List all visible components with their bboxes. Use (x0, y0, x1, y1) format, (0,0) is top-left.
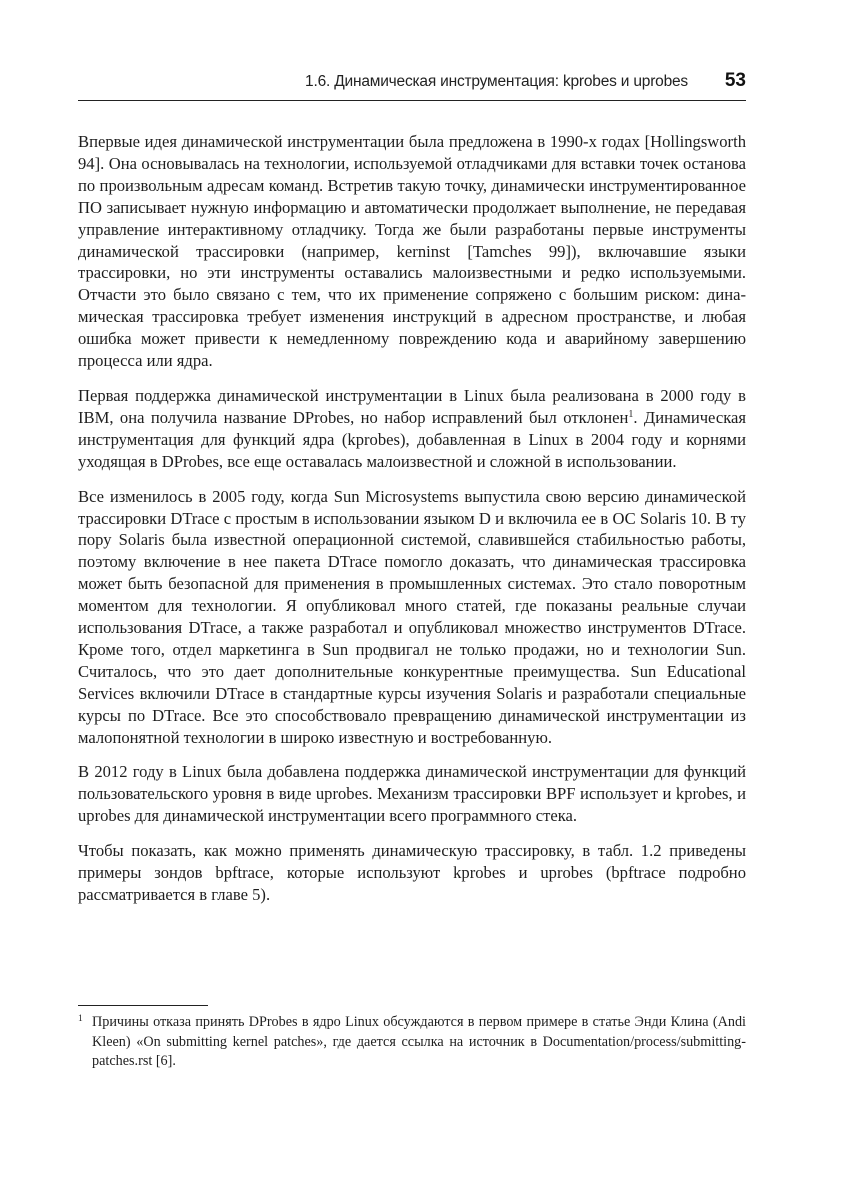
footnote-reference: 1 (628, 408, 634, 420)
page-number: 53 (724, 70, 746, 91)
running-header (78, 66, 746, 101)
footnote (78, 1013, 746, 1072)
running-header-title: 1.6. Динамическая инструментация: kprobes и uprobes (305, 73, 688, 90)
paragraph-dtrace: Все изменилось в 2005 году, когда Sun Microsystems выпустила свою версию динамической трассировки DTrace с простым в использовании языком D и включила ее в ОС Solaris 10. В ту пору Solaris была известной операционной системой, славившейся стабильностью работы, поэтому включение в нее пакета DTrace помогло доказать, что динамическая трассировка может быть безопасной для применения в промышленных системах. Это стало поворотным моментом для технологии. Я опубликовал много статей, где показаны реальные случаи использования DTrace, а также разработал и опубликовал множество инструментов DTrace. Кроме того, отдел маркетинга в Sun продвигал не только продажи, но и технологии Sun. Считалось, что это дает дополнительные конкурентные преимущества. Sun Educational Services включили DTrace в стандартные курсы изучения Solaris и разработали специальные курсы по DTrace. Все это способствовало превращению динамической инструментации из малопонятной технологии в широко известную и востребованную. (78, 486, 746, 747)
paragraph-linux-dprobes-start: Первая поддержка динамической инструментации в Linux была реализована в 2000 году в IBM, она получила название DProbes, но набор исправлений был отклонен (78, 385, 746, 427)
footnote-mark: 1 (78, 1014, 83, 1024)
body-text (78, 131, 746, 919)
footnote-divider (78, 1005, 208, 1006)
paragraph-uprobes: В 2012 году в Linux была добавлена поддержка динамической инструментации для функций пользовательского уровня в виде uprobes. Механизм трассировки BPF использует и kprobes, и uprobes для динамической инструментации всего программного стека. (78, 762, 746, 826)
paragraph-linux-dprobes (78, 385, 746, 473)
paragraph-history: Впервые идея динамической инструментации была предложена в 1990-х годах [Hollingsworth 94]. Она основывалась на технологии, используемой отладчиками для вставки точек останова по произвольным адресам команд. Встретив такую точку, динамически инструментированное ПО записывает нужную информацию и автоматически продолжает выполнение, не передавая управление интерактивному отладчику. Тогда же были разработаны первые инструменты динамической трассировки (например, kerninst [Tamches 99]), включавшие языки трассировки, но эти инструменты оставались малоизвестными и редко используемыми. Отчасти это было связано с тем, что их применение сопряжено с большим риском: динамическая трассировка требует изменения инструкций в адресном пространстве, и любая ошибка может привести к немедленному повреждению кода и аварийному завершению процесса или ядра. (78, 132, 746, 371)
paragraph-linux-dprobes-end: . Динамическая инструментация для функций ядра (kprobes), добавленная в Linux в 2004 году и корнями уходящая в DProbes, все еще оставалась малоизвестной и сложной в использовании. (78, 407, 747, 471)
paragraph-table-reference: Чтобы показать, как можно применять динамическую трассировку, в табл. 1.2 приведены примеры зондов bpftrace, которые используют kprobes и uprobes (bpftrace подробно рассматривается в главе 5). (78, 841, 746, 904)
footnote-text: Причины отказа принять DProbes в ядро Linux обсуждаются в первом примере в статье Энди Клина (Andi Kleen) «On submitting kernel patches», где дается ссылка на источник в Documentation/process/submitting-patches.rst [6]. (92, 1014, 746, 1069)
